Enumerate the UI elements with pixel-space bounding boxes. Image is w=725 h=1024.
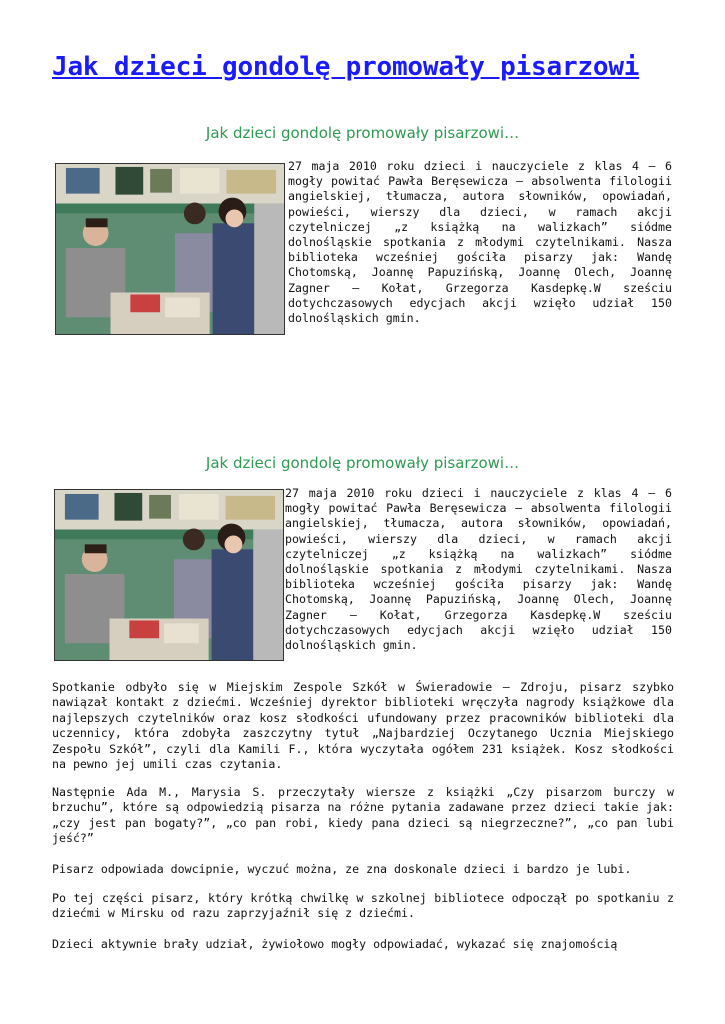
- body-paragraph: Po tej części pisarz, który krótką chwilkę w szkolnej bibliotece odpoczął po spotkaniu z dziećmi w Mirsku od razu zaprzyjaźnił się z dziećmi.: [52, 891, 674, 921]
- article-photo: [54, 489, 284, 661]
- body-paragraph: Spotkanie odbyło się w Miejskim Zespole Szkół w Świeradowie – Zdroju, pisarz szybko nawiązał kontakt z dziećmi. Wcześniej dyrektor biblioteki wręczyła nagrody książkowe dla najlepszych czytelników oraz kosz słodkości ufundowany przez pracowników biblioteki dla uczennicy, która zdobyła zaszczytny tytuł „Najbardziej Oczytanego Ucznia Miejskiego Zespołu Szkół”, czyli dla Kamili F., która wyczytała ogółem 231 książek. Kosz słodkości na pewno jej umili czas czytania.: [52, 680, 674, 772]
- section-body: 27 maja 2010 roku dzieci i nauczyciele z klas 4 – 6 mogły powitać Pawła Beręsewicza – absolwenta filologii angielskiej, tłumacza, autora słowników, opowiadań, powieści, wierszy dla dzieci, w ramach akcji czytelniczej „z książką na walizkach” siódme dolnośląskie spotkania z młodymi czytelnikami. Nasza biblioteka wcześniej gościła pisarzy jak: Wandę Chotomską, Joannę Papuzińską, Joannę Olech, Joannę Zagner – Kołat, Grzegorza Kasdepkę.W sześciu dotychczasowych edycjach akcji wzięło udział 150 dolnośląskich gmin.: [288, 159, 672, 326]
- body-paragraph: Następnie Ada M., Marysia S. przeczytały wiersze z książki „Czy pisarzom burczy w brzuchu”, które są odpowiedzią pisarza na różne pytania zadawane przez dzieci takie jak: „czy jest pan bogaty?”, „co pan robi, kiedy pana dzieci są niegrzeczne?”, „co pan lubi jeść?”: [52, 785, 674, 846]
- body-paragraph: Dzieci aktywnie brały udział, żywiołowo mogły odpowiadać, wykazać się znajomością: [52, 937, 618, 951]
- section-subtitle: Jak dzieci gondolę promowały pisarzowi…: [205, 124, 520, 142]
- section-subtitle: Jak dzieci gondolę promowały pisarzowi…: [205, 454, 520, 472]
- page-title[interactable]: Jak dzieci gondolę promowały pisarzowi: [52, 52, 640, 82]
- body-paragraph: Pisarz odpowiada dowcipnie, wyczuć można, ze zna doskonale dzieci i bardzo je lubi.: [52, 862, 632, 876]
- article-photo: [55, 163, 285, 335]
- section-body: 27 maja 2010 roku dzieci i nauczyciele z klas 4 – 6 mogły powitać Pawła Beręsewicza – absolwenta filologii angielskiej, tłumacza, autora słowników, opowiadań, powieści, wierszy dla dzieci, w ramach akcji czytelniczej „z książką na walizkach” siódme dolnośląskie spotkania z młodymi czytelnikami. Nasza biblioteka wcześniej gościła pisarzy jak: Wandę Chotomską, Joannę Papuzińską, Joannę Olech, Joannę Zagner – Kołat, Grzegorza Kasdepkę.W sześciu dotychczasowych edycjach akcji wzięło udział 150 dolnośląskich gmin.: [285, 486, 672, 653]
